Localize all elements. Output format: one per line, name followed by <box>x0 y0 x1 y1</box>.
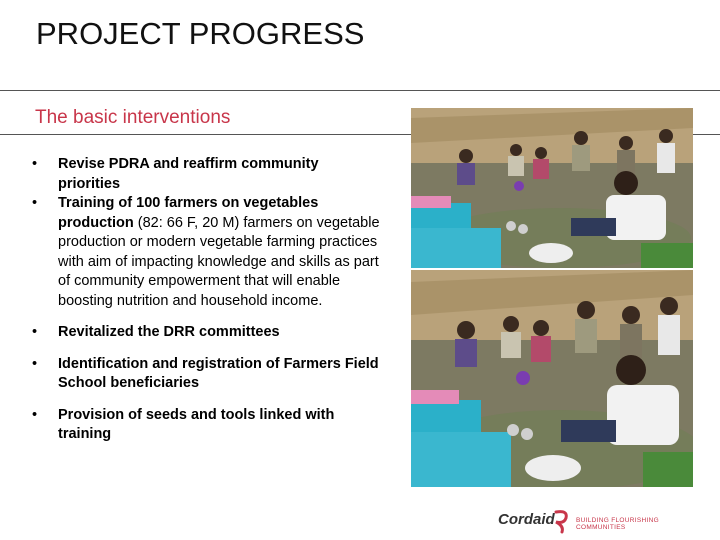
farmer-meeting-illustration <box>411 108 693 268</box>
bullet-bold-text: Identification and registration of Farmers Field School beneficiaries <box>58 355 379 391</box>
farmer-meeting-photo <box>411 108 693 268</box>
bullet-item <box>30 194 380 311</box>
bullet-item <box>30 323 380 343</box>
logo-tagline: BUILDING FLOURISHING COMMUNITIES <box>576 517 659 531</box>
cordaid-logo <box>498 508 698 536</box>
cordaid-logo-icon <box>552 508 574 534</box>
logo-wordmark: Cordaid <box>498 511 555 528</box>
bullet-bold-text: Revise PDRA and reaffirm community priorities <box>58 156 319 192</box>
bullet-bold-text: Revitalized the DRR committees <box>58 324 280 340</box>
bullet-marker: • <box>32 406 38 423</box>
slide-title: PROJECT PROGRESS <box>36 16 365 51</box>
farmer-meeting-illustration-large <box>411 270 693 487</box>
bullet-marker: • <box>32 156 38 172</box>
bullet-item <box>30 355 380 394</box>
bullet-item <box>30 155 380 194</box>
bullet-marker: • <box>32 324 38 340</box>
bullet-text: (82: 66 F, 20 M) farmers on vegetable production or modern vegetable farming practices with aim of impacting knowledge and skills as part of community empowerment that will enable boosting nutrition and household income. <box>58 214 380 309</box>
slide-subtitle: The basic interventions <box>35 107 231 128</box>
bullet-item <box>30 406 380 445</box>
bullet-marker: • <box>32 355 38 372</box>
bullet-list <box>30 155 380 445</box>
bullet-bold-text: Provision of seeds and tools linked with training <box>58 406 335 442</box>
title-divider <box>0 90 720 91</box>
bullet-bold-text: Training of 100 farmers on vegetables production <box>58 195 319 231</box>
farmer-meeting-photo-large <box>411 270 693 487</box>
bullet-marker: • <box>32 195 38 211</box>
